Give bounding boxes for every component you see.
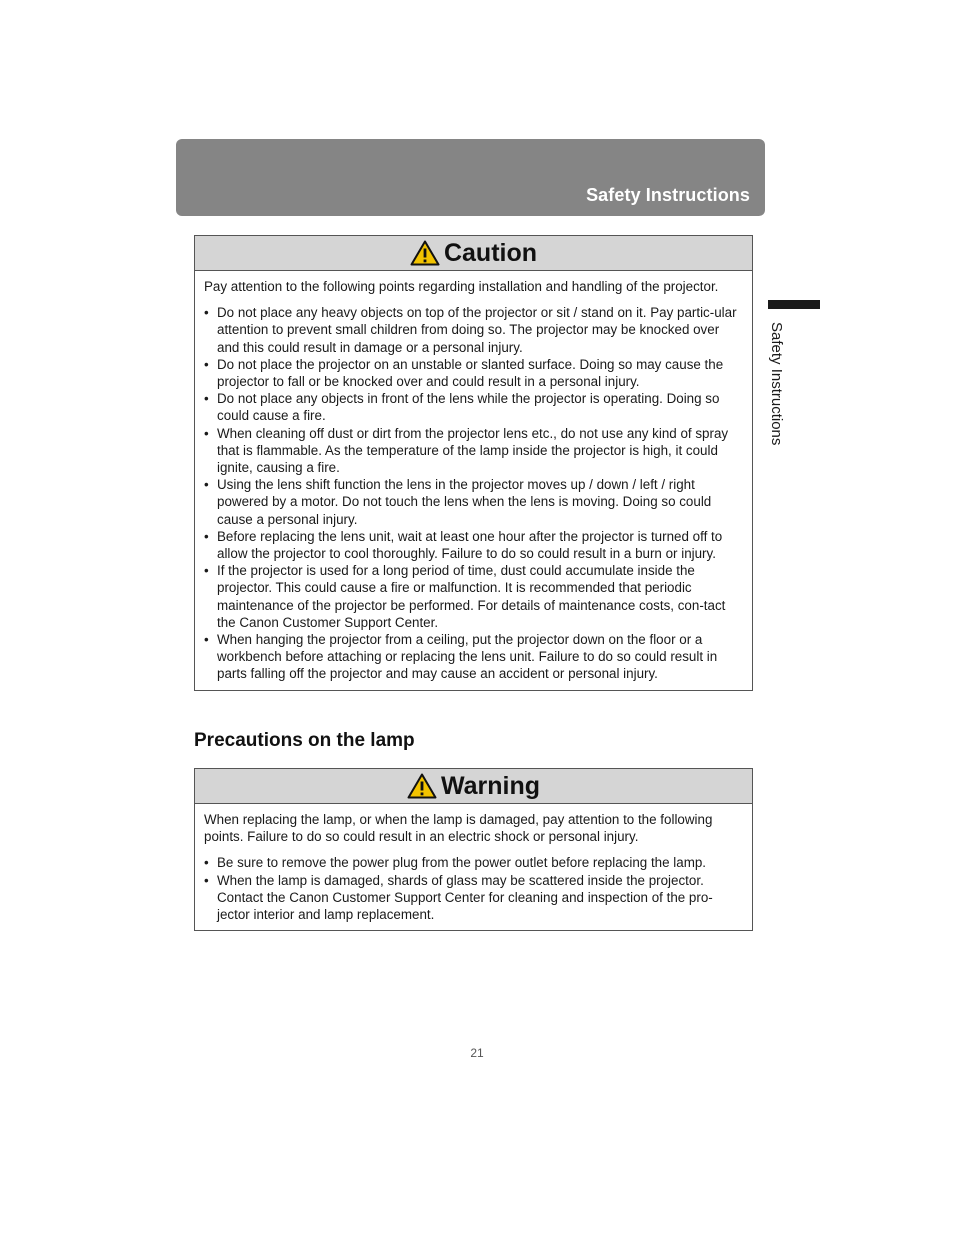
list-item: • Do not place the projector on an unstable or slanted surface. Doing so may cause the projector to fall or be knocked over and could result in a personal injury. xyxy=(204,356,743,390)
list-item: • Do not place any objects in front of the lens while the projector is operating. Doing so could cause a fire. xyxy=(204,390,743,424)
list-item: • If the projector is used for a long period of time, dust could accumulate inside the projector. This could cause a fire or malfunction. It is recommended that periodic maintenance of the projector be performed. For details of maintenance costs, con-tact the Canon Customer Support Center. xyxy=(204,562,743,631)
caution-intro: Pay attention to the following points regarding installation and handling of the projector. xyxy=(204,279,719,294)
chapter-header-bar xyxy=(176,139,765,216)
list-item: • When the lamp is damaged, shards of glass may be scattered inside the projector. Contact the Canon Customer Support Center for cleaning and inspection of the pro-jector interior and lamp replacement. xyxy=(204,872,743,924)
side-tab-marker xyxy=(768,300,820,309)
chapter-title: Safety Instructions xyxy=(586,185,750,205)
warning-header xyxy=(195,769,752,804)
warning-intro: When replacing the lamp, or when the lamp is damaged, pay attention to the following points. Failure to do so could result in an electric shock or personal injury. xyxy=(204,812,713,845)
caution-title: Caution xyxy=(443,238,538,267)
warning-title: Warning xyxy=(440,771,541,800)
caution-body xyxy=(195,271,752,690)
list-item: • Do not place any heavy objects on top of the projector or sit / stand on it. Pay partic-ular attention to prevent small children from doing so. The projector may be knocked over and this could result in damage or a personal injury. xyxy=(204,304,743,356)
warning-list xyxy=(204,854,743,923)
list-item: • When cleaning off dust or dirt from the projector lens etc., do not use any kind of spray that is flammable. As the temperature of the lamp inside the projector is high, it could ignite, causing a fire. xyxy=(204,425,743,477)
caution-box xyxy=(194,235,753,691)
caution-list xyxy=(204,304,743,682)
warning-box xyxy=(194,768,753,931)
list-item: • Before replacing the lens unit, wait at least one hour after the projector is turned off to allow the projector to cool thoroughly. Failure to do so could result in a burn or injury. xyxy=(204,528,743,562)
list-item: • Be sure to remove the power plug from the power outlet before replacing the lamp. xyxy=(204,854,743,871)
section-heading: Precautions on the lamp xyxy=(194,730,415,751)
warning-triangle-icon xyxy=(410,240,440,266)
page-number: 21 xyxy=(470,1046,484,1060)
list-item: • When hanging the projector from a ceiling, put the projector down on the floor or a workbench before attaching or replacing the lens unit. Failure to do so could result in parts falling off the projector and may cause an accident or personal injury. xyxy=(204,631,743,683)
side-tab-label: Safety Instructions xyxy=(768,322,785,446)
caution-header xyxy=(195,236,752,271)
list-item: • Using the lens shift function the lens in the projector moves up / down / left / right powered by a motor. Do not touch the lens when the lens is moving. Doing so could cause a personal injury. xyxy=(204,476,743,528)
warning-triangle-icon xyxy=(407,773,437,799)
warning-body xyxy=(195,804,752,930)
